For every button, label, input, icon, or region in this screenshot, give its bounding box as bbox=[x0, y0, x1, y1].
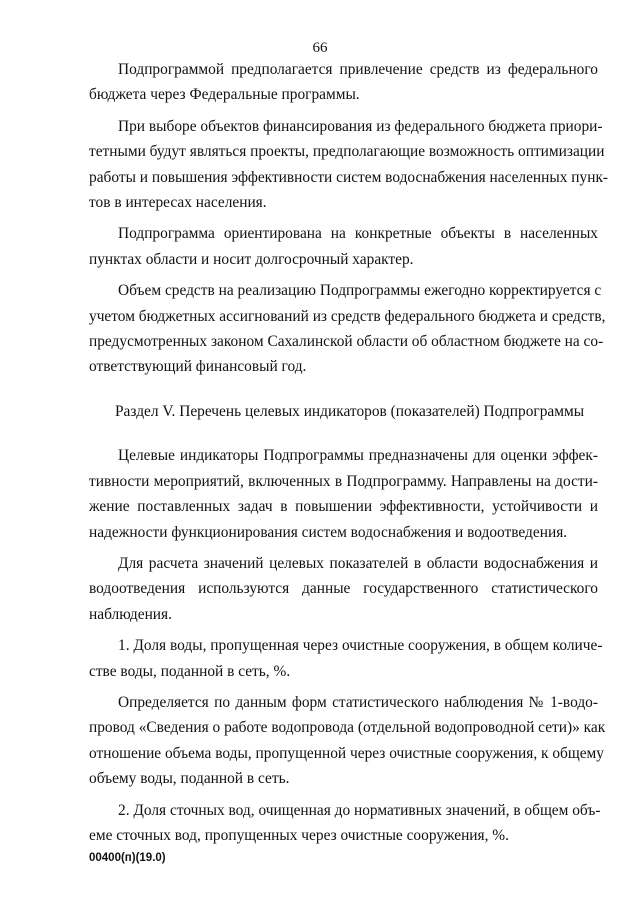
text-line: объему воды, поданной в сеть. bbox=[89, 770, 290, 788]
paragraph bbox=[89, 798, 601, 849]
text-line: Подпрограммой предполагается привлечение средств из федерального bbox=[118, 61, 598, 78]
text-line: ответствующий финансовый год. bbox=[89, 358, 307, 376]
text-line: Для расчета значений целевых показателей в области водоснабжения и bbox=[118, 554, 598, 572]
text-line: Подпрограмма ориентирована на конкретные объекты в населенных bbox=[118, 225, 598, 243]
paragraphs-after bbox=[89, 443, 606, 848]
text-line: работы и повышения эффективности систем водоснабжения населенных пунк- bbox=[89, 168, 609, 186]
text-line: жение поставленных задач в повышении эффективности, устойчивости и bbox=[89, 498, 598, 516]
text-line: наблюдения. bbox=[89, 605, 172, 623]
paragraph bbox=[89, 278, 606, 380]
paragraph bbox=[89, 690, 606, 792]
text-line: еме сточных вод, пропущенных через очистные сооружения, %. bbox=[89, 826, 509, 844]
paragraph bbox=[89, 633, 603, 684]
text-line: отношение объема воды, пропущенной через очистные сооружения, к общему bbox=[89, 744, 604, 762]
text-line: При выборе объектов финансирования из федерального бюджета приори- bbox=[118, 117, 603, 135]
paragraph bbox=[89, 443, 598, 545]
text-line: бюджета через Федеральные программы. bbox=[89, 86, 360, 104]
text-line: провод «Сведения о работе водопровода (отдельной водопроводной сети)» как bbox=[89, 719, 606, 737]
text-line: учетом бюджетных ассигнований из средств федерального бюджета и средств, bbox=[89, 307, 606, 325]
text-line: тетными будут являться проекты, предполагающие возможность оптимизации bbox=[89, 143, 605, 161]
text-line: стве воды, поданной в сеть, %. bbox=[89, 662, 291, 680]
text-line: Целевые индикаторы Подпрограммы предназначены для оценки эффек- bbox=[118, 447, 598, 465]
text-line: надежности функционирования систем водоснабжения и водоотведения. bbox=[89, 523, 568, 541]
text-line: тивности мероприятий, включенных в Подпрограмму. Направлены на дости- bbox=[89, 472, 598, 490]
paragraph bbox=[89, 57, 598, 108]
text-line: Объем средств на реализацию Подпрограммы ежегодно корректируется с bbox=[118, 282, 602, 300]
page-number: 66 bbox=[312, 40, 328, 56]
text-line: 2. Доля сточных вод, очищенная до нормативных значений, в общем объ- bbox=[118, 801, 601, 819]
text-line: пунктах области и носит долгосрочный характер. bbox=[89, 250, 414, 268]
text-line: Определяется по данным форм статистического наблюдения № 1-водо- bbox=[118, 693, 598, 711]
section-heading: Раздел V. Перечень целевых индикаторов (показателей) Подпрограммы bbox=[115, 402, 585, 420]
footer-code: 00400(п)(19.0) bbox=[89, 852, 166, 864]
document-body bbox=[89, 57, 609, 854]
text-line: 1. Доля воды, пропущенная через очистные сооружения, в общем количе- bbox=[118, 637, 603, 655]
paragraph bbox=[89, 221, 598, 272]
text-line: тов в интересах населения. bbox=[89, 194, 267, 212]
paragraph bbox=[89, 551, 598, 627]
paragraph bbox=[89, 114, 609, 216]
text-line: предусмотренных законом Сахалинской области об областном бюджете на со- bbox=[89, 333, 604, 351]
paragraphs-before bbox=[89, 57, 609, 380]
text-line: водоотведения используются данные государственного статистического bbox=[89, 580, 598, 598]
